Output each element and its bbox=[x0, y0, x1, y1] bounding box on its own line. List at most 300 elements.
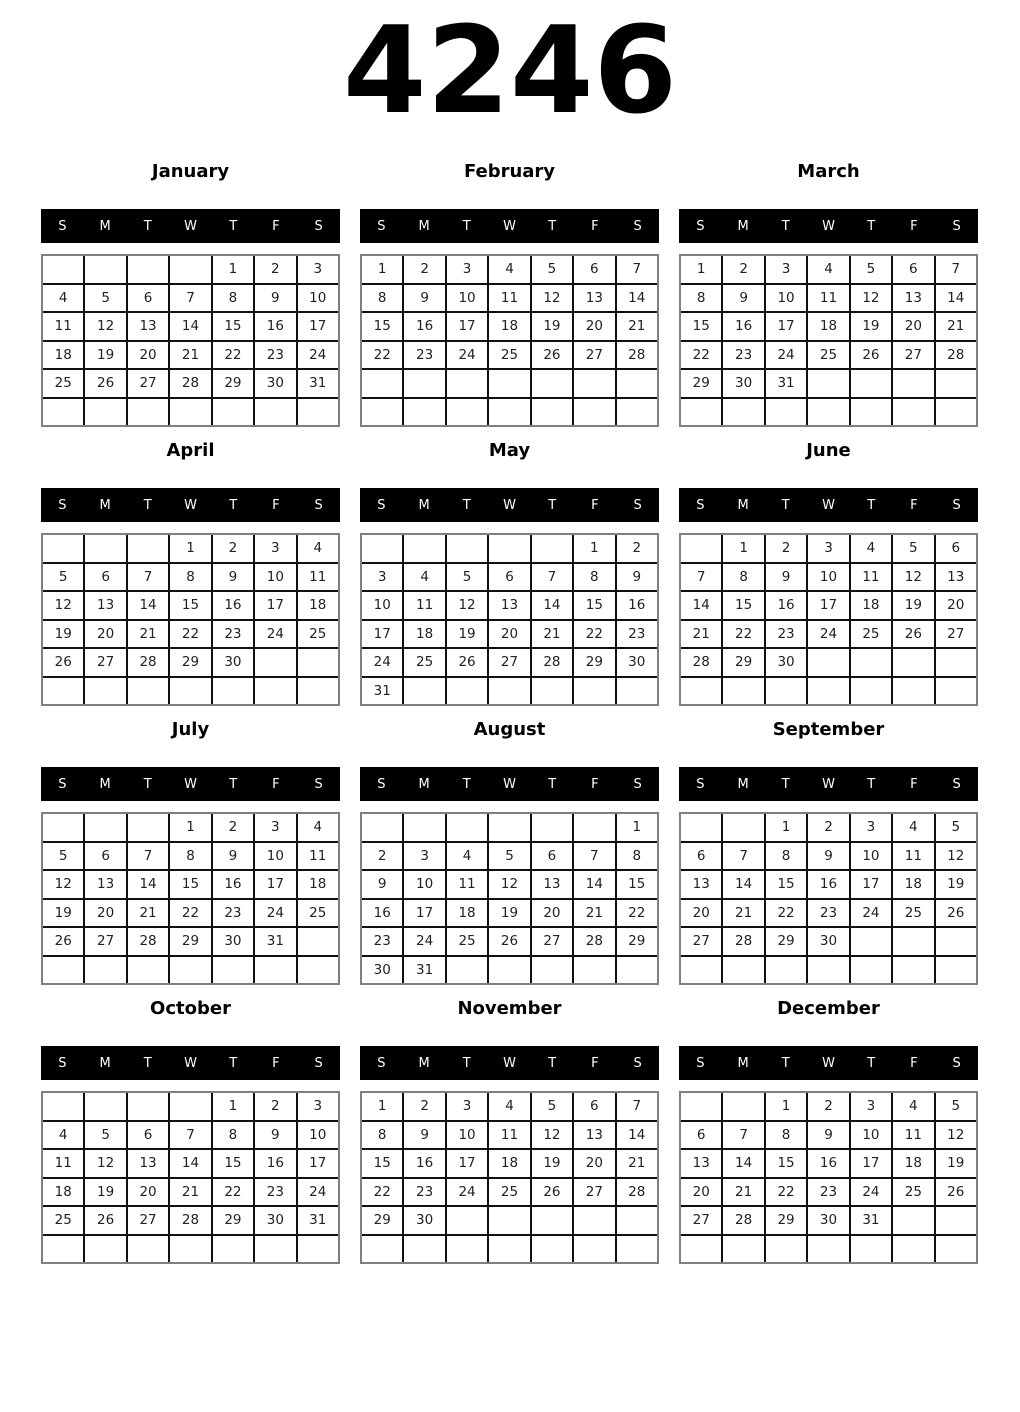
weekday-header-cell: F bbox=[910, 497, 918, 513]
empty-date-cell bbox=[936, 1236, 976, 1263]
weekday-header-cell: T bbox=[229, 776, 238, 792]
date-cell: 15 bbox=[723, 592, 763, 619]
empty-date-cell bbox=[851, 957, 891, 984]
date-cell: 7 bbox=[170, 1122, 210, 1149]
weekday-header-cell: F bbox=[591, 218, 599, 234]
date-cell: 26 bbox=[85, 1207, 125, 1234]
date-cell: 29 bbox=[766, 1207, 806, 1234]
date-cell: 20 bbox=[893, 313, 933, 340]
empty-date-cell bbox=[255, 957, 295, 984]
empty-date-cell bbox=[808, 957, 848, 984]
month-date-grid bbox=[41, 812, 340, 985]
weekday-header-cell: S bbox=[314, 497, 323, 513]
date-cell: 25 bbox=[893, 1179, 933, 1206]
weekday-header-cell: T bbox=[462, 218, 471, 234]
empty-date-cell bbox=[532, 814, 572, 841]
date-cell: 29 bbox=[170, 649, 210, 676]
date-cell: 28 bbox=[170, 370, 210, 397]
date-cell: 22 bbox=[362, 1179, 402, 1206]
date-cell: 7 bbox=[681, 564, 721, 591]
empty-date-cell bbox=[851, 678, 891, 705]
empty-date-cell bbox=[574, 399, 614, 426]
date-cell: 8 bbox=[766, 1122, 806, 1149]
date-cell: 15 bbox=[766, 1150, 806, 1177]
empty-date-cell bbox=[681, 1093, 721, 1120]
empty-date-cell bbox=[617, 957, 657, 984]
empty-date-cell bbox=[808, 1236, 848, 1263]
date-cell: 6 bbox=[681, 1122, 721, 1149]
year-title: 4246 bbox=[343, 2, 677, 141]
empty-date-cell bbox=[893, 957, 933, 984]
date-cell: 30 bbox=[808, 1207, 848, 1234]
weekday-header-cell: T bbox=[548, 497, 557, 513]
weekday-header-cell: M bbox=[418, 218, 430, 234]
date-cell: 3 bbox=[766, 256, 806, 283]
empty-date-cell bbox=[85, 957, 125, 984]
date-cell: 14 bbox=[723, 871, 763, 898]
weekday-header-cell: T bbox=[143, 218, 152, 234]
date-cell: 14 bbox=[681, 592, 721, 619]
date-cell: 22 bbox=[766, 1179, 806, 1206]
date-cell: 29 bbox=[723, 649, 763, 676]
date-cell: 26 bbox=[936, 900, 976, 927]
date-cell: 18 bbox=[489, 313, 529, 340]
empty-date-cell bbox=[723, 1236, 763, 1263]
date-cell: 24 bbox=[255, 621, 295, 648]
date-cell: 1 bbox=[362, 1093, 402, 1120]
date-cell: 20 bbox=[681, 1179, 721, 1206]
date-cell: 6 bbox=[574, 256, 614, 283]
weekday-header-cell: T bbox=[462, 1055, 471, 1071]
weekday-header-cell: S bbox=[633, 218, 642, 234]
empty-date-cell bbox=[936, 1207, 976, 1234]
date-cell: 17 bbox=[808, 592, 848, 619]
weekday-header-cell: T bbox=[867, 1055, 876, 1071]
date-cell: 2 bbox=[255, 256, 295, 283]
empty-date-cell bbox=[851, 928, 891, 955]
month-title: October bbox=[150, 998, 231, 1019]
weekday-header-cell: F bbox=[272, 218, 280, 234]
empty-date-cell bbox=[447, 678, 487, 705]
date-cell: 29 bbox=[617, 928, 657, 955]
date-cell: 27 bbox=[489, 649, 529, 676]
date-cell: 7 bbox=[723, 1122, 763, 1149]
weekday-header-cell: M bbox=[737, 1055, 749, 1071]
date-cell: 5 bbox=[489, 843, 529, 870]
empty-date-cell bbox=[170, 399, 210, 426]
weekday-header-cell: M bbox=[737, 218, 749, 234]
date-cell: 9 bbox=[404, 1122, 444, 1149]
weekday-header-cell: W bbox=[184, 497, 197, 513]
date-cell: 27 bbox=[85, 649, 125, 676]
date-cell: 21 bbox=[170, 342, 210, 369]
date-cell: 15 bbox=[362, 313, 402, 340]
empty-date-cell bbox=[936, 928, 976, 955]
month-block bbox=[360, 439, 659, 706]
empty-date-cell bbox=[681, 399, 721, 426]
weekday-header-cell: S bbox=[952, 218, 961, 234]
empty-date-cell bbox=[936, 649, 976, 676]
date-cell: 15 bbox=[574, 592, 614, 619]
date-cell: 9 bbox=[213, 564, 253, 591]
empty-date-cell bbox=[128, 399, 168, 426]
date-cell: 27 bbox=[893, 342, 933, 369]
date-cell: 21 bbox=[723, 900, 763, 927]
empty-date-cell bbox=[489, 1207, 529, 1234]
weekday-header-cell: T bbox=[143, 497, 152, 513]
date-cell: 30 bbox=[808, 928, 848, 955]
month-date-grid bbox=[679, 533, 978, 706]
date-cell: 25 bbox=[43, 370, 83, 397]
date-cell: 11 bbox=[43, 313, 83, 340]
date-cell: 12 bbox=[43, 592, 83, 619]
weekday-header-cell: F bbox=[272, 497, 280, 513]
weekday-header-row bbox=[41, 209, 340, 243]
empty-date-cell bbox=[362, 535, 402, 562]
weekday-header-cell: M bbox=[737, 497, 749, 513]
empty-date-cell bbox=[893, 1207, 933, 1234]
date-cell: 29 bbox=[766, 928, 806, 955]
empty-date-cell bbox=[723, 1093, 763, 1120]
date-cell: 29 bbox=[362, 1207, 402, 1234]
date-cell: 13 bbox=[681, 871, 721, 898]
date-cell: 4 bbox=[298, 814, 338, 841]
date-cell: 6 bbox=[85, 564, 125, 591]
date-cell: 5 bbox=[936, 1093, 976, 1120]
date-cell: 12 bbox=[532, 1122, 572, 1149]
empty-date-cell bbox=[128, 1236, 168, 1263]
empty-date-cell bbox=[489, 678, 529, 705]
date-cell: 26 bbox=[489, 928, 529, 955]
date-cell: 21 bbox=[681, 621, 721, 648]
date-cell: 16 bbox=[808, 871, 848, 898]
date-cell: 4 bbox=[43, 1122, 83, 1149]
date-cell: 26 bbox=[893, 621, 933, 648]
month-title: February bbox=[463, 161, 556, 182]
date-cell: 31 bbox=[298, 1207, 338, 1234]
date-cell: 23 bbox=[404, 1179, 444, 1206]
empty-date-cell bbox=[723, 678, 763, 705]
month-title: July bbox=[171, 719, 210, 740]
month-date-grid bbox=[360, 533, 659, 706]
date-cell: 4 bbox=[489, 256, 529, 283]
empty-date-cell bbox=[85, 1236, 125, 1263]
date-cell: 22 bbox=[766, 900, 806, 927]
month-block bbox=[41, 439, 340, 706]
date-cell: 24 bbox=[298, 1179, 338, 1206]
date-cell: 25 bbox=[851, 621, 891, 648]
empty-date-cell bbox=[128, 814, 168, 841]
date-cell: 7 bbox=[128, 564, 168, 591]
date-cell: 20 bbox=[936, 592, 976, 619]
empty-date-cell bbox=[532, 1236, 572, 1263]
date-cell: 18 bbox=[447, 900, 487, 927]
empty-date-cell bbox=[43, 1093, 83, 1120]
date-cell: 12 bbox=[936, 1122, 976, 1149]
empty-date-cell bbox=[43, 814, 83, 841]
empty-date-cell bbox=[298, 399, 338, 426]
weekday-header-cell: W bbox=[822, 1055, 835, 1071]
empty-date-cell bbox=[681, 535, 721, 562]
date-cell: 8 bbox=[574, 564, 614, 591]
date-cell: 13 bbox=[128, 1150, 168, 1177]
empty-date-cell bbox=[362, 370, 402, 397]
empty-date-cell bbox=[404, 370, 444, 397]
date-cell: 9 bbox=[617, 564, 657, 591]
date-cell: 18 bbox=[43, 1179, 83, 1206]
date-cell: 22 bbox=[574, 621, 614, 648]
date-cell: 11 bbox=[404, 592, 444, 619]
date-cell: 15 bbox=[213, 1150, 253, 1177]
date-cell: 31 bbox=[766, 370, 806, 397]
empty-date-cell bbox=[532, 535, 572, 562]
date-cell: 10 bbox=[766, 285, 806, 312]
weekday-header-cell: S bbox=[633, 776, 642, 792]
date-cell: 23 bbox=[808, 1179, 848, 1206]
weekday-header-cell: T bbox=[229, 1055, 238, 1071]
empty-date-cell bbox=[617, 399, 657, 426]
date-cell: 17 bbox=[851, 1150, 891, 1177]
empty-date-cell bbox=[617, 370, 657, 397]
date-cell: 7 bbox=[617, 1093, 657, 1120]
empty-date-cell bbox=[617, 678, 657, 705]
empty-date-cell bbox=[723, 957, 763, 984]
weekday-header-cell: T bbox=[867, 497, 876, 513]
date-cell: 9 bbox=[404, 285, 444, 312]
weekday-header-cell: S bbox=[58, 776, 67, 792]
date-cell: 3 bbox=[447, 1093, 487, 1120]
weekday-header-cell: S bbox=[314, 776, 323, 792]
date-cell: 3 bbox=[362, 564, 402, 591]
date-cell: 3 bbox=[255, 814, 295, 841]
date-cell: 17 bbox=[447, 313, 487, 340]
date-cell: 12 bbox=[447, 592, 487, 619]
date-cell: 3 bbox=[808, 535, 848, 562]
date-cell: 26 bbox=[851, 342, 891, 369]
date-cell: 9 bbox=[808, 843, 848, 870]
empty-date-cell bbox=[574, 814, 614, 841]
date-cell: 19 bbox=[489, 900, 529, 927]
date-cell: 19 bbox=[851, 313, 891, 340]
date-cell: 31 bbox=[255, 928, 295, 955]
date-cell: 11 bbox=[808, 285, 848, 312]
empty-date-cell bbox=[808, 678, 848, 705]
empty-date-cell bbox=[532, 399, 572, 426]
empty-date-cell bbox=[574, 678, 614, 705]
date-cell: 27 bbox=[681, 928, 721, 955]
empty-date-cell bbox=[298, 649, 338, 676]
date-cell: 20 bbox=[574, 313, 614, 340]
date-cell: 14 bbox=[128, 871, 168, 898]
date-cell: 3 bbox=[851, 814, 891, 841]
date-cell: 30 bbox=[617, 649, 657, 676]
date-cell: 20 bbox=[574, 1150, 614, 1177]
weekday-header-cell: F bbox=[910, 776, 918, 792]
date-cell: 2 bbox=[255, 1093, 295, 1120]
weekday-header-cell: T bbox=[548, 776, 557, 792]
weekday-header-cell: S bbox=[314, 1055, 323, 1071]
date-cell: 5 bbox=[447, 564, 487, 591]
month-block bbox=[41, 718, 340, 985]
weekday-header-cell: W bbox=[503, 497, 516, 513]
weekday-header-cell: S bbox=[633, 1055, 642, 1071]
date-cell: 3 bbox=[404, 843, 444, 870]
weekday-header-cell: S bbox=[314, 218, 323, 234]
month-title: April bbox=[166, 440, 215, 461]
weekday-header-cell: W bbox=[184, 1055, 197, 1071]
date-cell: 8 bbox=[681, 285, 721, 312]
date-cell: 9 bbox=[213, 843, 253, 870]
month-block bbox=[41, 997, 340, 1264]
date-cell: 3 bbox=[447, 256, 487, 283]
empty-date-cell bbox=[574, 370, 614, 397]
empty-date-cell bbox=[723, 399, 763, 426]
date-cell: 16 bbox=[404, 313, 444, 340]
empty-date-cell bbox=[893, 928, 933, 955]
weekday-header-cell: F bbox=[272, 1055, 280, 1071]
date-cell: 26 bbox=[936, 1179, 976, 1206]
date-cell: 12 bbox=[936, 843, 976, 870]
date-cell: 24 bbox=[851, 900, 891, 927]
date-cell: 13 bbox=[532, 871, 572, 898]
date-cell: 21 bbox=[532, 621, 572, 648]
empty-date-cell bbox=[170, 256, 210, 283]
date-cell: 27 bbox=[936, 621, 976, 648]
month-date-grid bbox=[360, 254, 659, 427]
weekday-header-row bbox=[360, 488, 659, 522]
date-cell: 19 bbox=[43, 900, 83, 927]
date-cell: 4 bbox=[298, 535, 338, 562]
date-cell: 2 bbox=[404, 256, 444, 283]
date-cell: 23 bbox=[213, 621, 253, 648]
weekday-header-cell: M bbox=[99, 497, 111, 513]
empty-date-cell bbox=[85, 678, 125, 705]
date-cell: 19 bbox=[447, 621, 487, 648]
date-cell: 12 bbox=[85, 313, 125, 340]
empty-date-cell bbox=[851, 370, 891, 397]
month-date-grid bbox=[41, 1091, 340, 1264]
weekday-header-cell: T bbox=[781, 218, 790, 234]
weekday-header-cell: M bbox=[99, 776, 111, 792]
date-cell: 15 bbox=[766, 871, 806, 898]
empty-date-cell bbox=[447, 399, 487, 426]
date-cell: 3 bbox=[851, 1093, 891, 1120]
date-cell: 27 bbox=[128, 1207, 168, 1234]
date-cell: 13 bbox=[893, 285, 933, 312]
date-cell: 21 bbox=[617, 1150, 657, 1177]
date-cell: 21 bbox=[936, 313, 976, 340]
date-cell: 4 bbox=[851, 535, 891, 562]
empty-date-cell bbox=[404, 814, 444, 841]
empty-date-cell bbox=[213, 957, 253, 984]
date-cell: 9 bbox=[808, 1122, 848, 1149]
date-cell: 7 bbox=[574, 843, 614, 870]
date-cell: 16 bbox=[766, 592, 806, 619]
month-date-grid bbox=[679, 1091, 978, 1264]
empty-date-cell bbox=[362, 1236, 402, 1263]
date-cell: 28 bbox=[617, 342, 657, 369]
weekday-header-cell: W bbox=[822, 497, 835, 513]
date-cell: 2 bbox=[808, 1093, 848, 1120]
empty-date-cell bbox=[404, 399, 444, 426]
weekday-header-cell: M bbox=[99, 218, 111, 234]
date-cell: 15 bbox=[617, 871, 657, 898]
date-cell: 27 bbox=[681, 1207, 721, 1234]
empty-date-cell bbox=[489, 814, 529, 841]
date-cell: 18 bbox=[893, 871, 933, 898]
empty-date-cell bbox=[213, 678, 253, 705]
weekday-header-row bbox=[360, 1046, 659, 1080]
weekday-header-row bbox=[41, 767, 340, 801]
weekday-header-cell: S bbox=[696, 218, 705, 234]
weekday-header-cell: T bbox=[462, 497, 471, 513]
date-cell: 7 bbox=[617, 256, 657, 283]
date-cell: 28 bbox=[574, 928, 614, 955]
month-date-grid bbox=[360, 812, 659, 985]
weekday-header-cell: W bbox=[822, 218, 835, 234]
date-cell: 6 bbox=[936, 535, 976, 562]
date-cell: 6 bbox=[128, 285, 168, 312]
month-title: August bbox=[473, 719, 546, 740]
date-cell: 6 bbox=[85, 843, 125, 870]
date-cell: 18 bbox=[404, 621, 444, 648]
empty-date-cell bbox=[213, 399, 253, 426]
empty-date-cell bbox=[128, 535, 168, 562]
empty-date-cell bbox=[170, 1236, 210, 1263]
date-cell: 11 bbox=[447, 871, 487, 898]
date-cell: 2 bbox=[808, 814, 848, 841]
date-cell: 13 bbox=[681, 1150, 721, 1177]
month-title: March bbox=[797, 161, 860, 182]
date-cell: 17 bbox=[766, 313, 806, 340]
date-cell: 25 bbox=[893, 900, 933, 927]
date-cell: 3 bbox=[298, 1093, 338, 1120]
weekday-header-cell: W bbox=[184, 218, 197, 234]
date-cell: 11 bbox=[298, 843, 338, 870]
weekday-header-cell: T bbox=[781, 497, 790, 513]
date-cell: 8 bbox=[723, 564, 763, 591]
date-cell: 11 bbox=[893, 1122, 933, 1149]
date-cell: 8 bbox=[617, 843, 657, 870]
date-cell: 16 bbox=[213, 592, 253, 619]
empty-date-cell bbox=[213, 1236, 253, 1263]
month-title: November bbox=[457, 998, 562, 1019]
date-cell: 30 bbox=[404, 1207, 444, 1234]
month-date-grid bbox=[41, 533, 340, 706]
empty-date-cell bbox=[532, 370, 572, 397]
date-cell: 4 bbox=[808, 256, 848, 283]
date-cell: 1 bbox=[213, 1093, 253, 1120]
month-date-grid bbox=[679, 812, 978, 985]
weekday-header-cell: W bbox=[822, 776, 835, 792]
date-cell: 13 bbox=[574, 285, 614, 312]
date-cell: 8 bbox=[213, 285, 253, 312]
date-cell: 22 bbox=[723, 621, 763, 648]
date-cell: 19 bbox=[85, 1179, 125, 1206]
empty-date-cell bbox=[447, 370, 487, 397]
weekday-header-cell: S bbox=[696, 497, 705, 513]
weekday-header-cell: S bbox=[58, 1055, 67, 1071]
date-cell: 20 bbox=[128, 1179, 168, 1206]
empty-date-cell bbox=[532, 1207, 572, 1234]
date-cell: 6 bbox=[128, 1122, 168, 1149]
date-cell: 6 bbox=[532, 843, 572, 870]
date-cell: 7 bbox=[532, 564, 572, 591]
date-cell: 8 bbox=[170, 564, 210, 591]
date-cell: 13 bbox=[489, 592, 529, 619]
empty-date-cell bbox=[170, 678, 210, 705]
date-cell: 18 bbox=[298, 592, 338, 619]
